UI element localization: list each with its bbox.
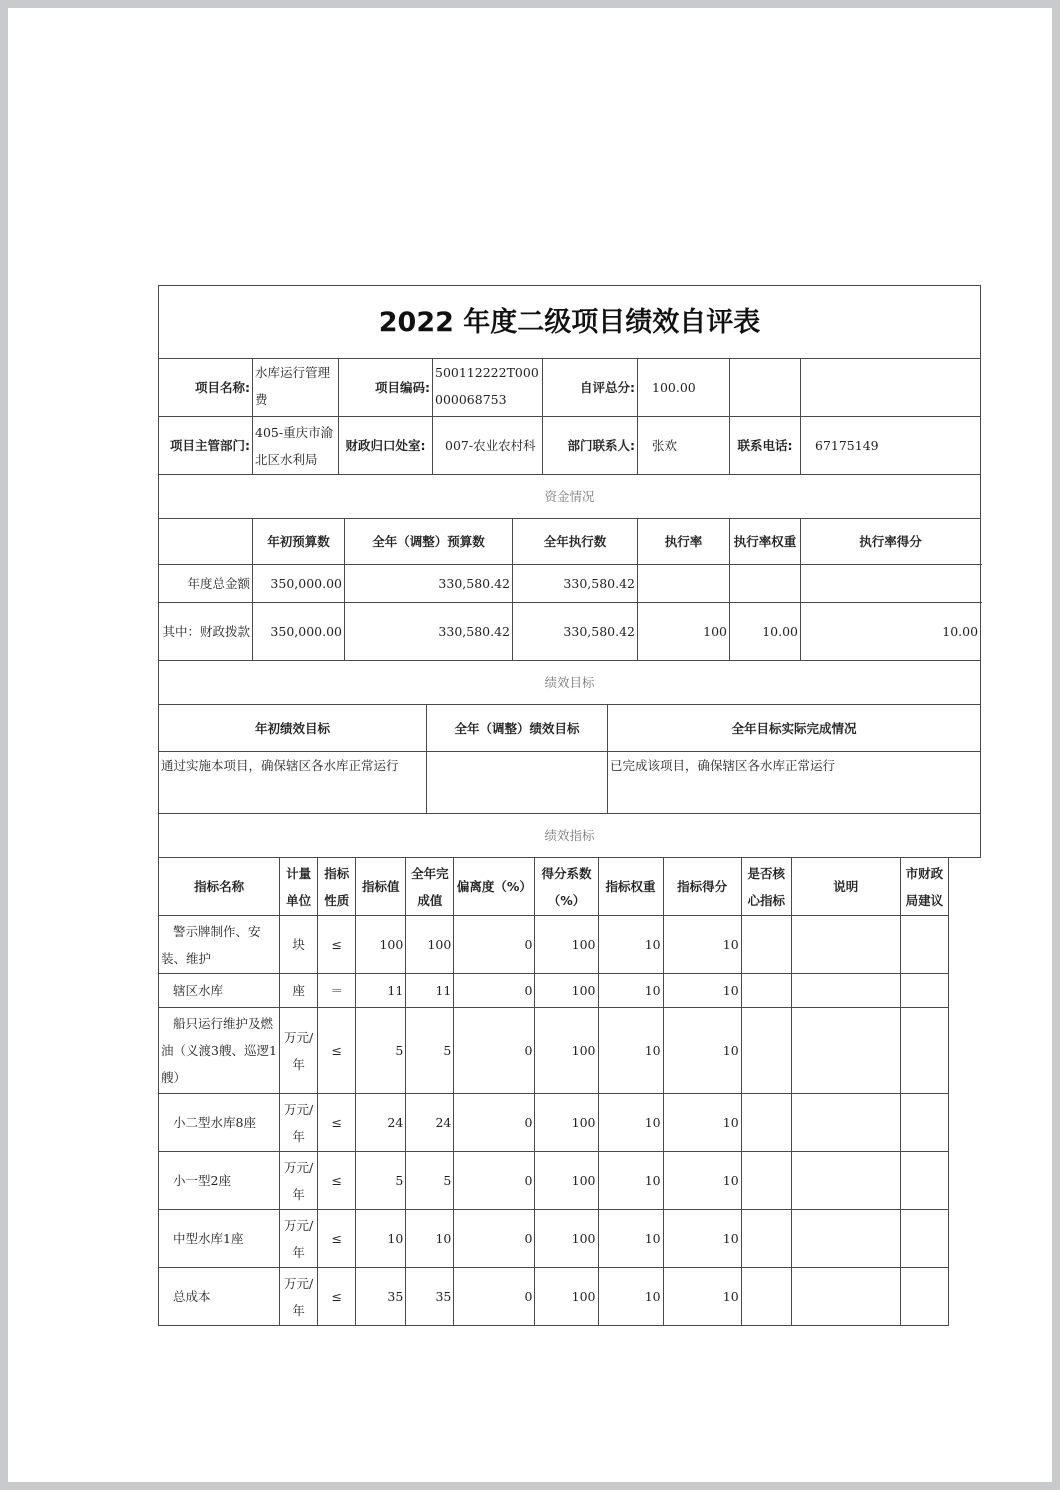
ind-note <box>791 1210 900 1268</box>
ind-header-done: 全年完成值 <box>406 858 454 916</box>
ind-value: 100 <box>356 916 406 974</box>
ind-weight: 10 <box>598 916 663 974</box>
performance-evaluation-form <box>158 285 979 1326</box>
ind-score: 10 <box>663 974 741 1008</box>
ind-advice <box>900 1094 948 1152</box>
ind-score: 10 <box>663 916 741 974</box>
ind-core <box>741 974 791 1008</box>
indicators-table <box>158 857 949 1326</box>
ind-value: 35 <box>356 1268 406 1326</box>
funds-header-adjusted: 全年（调整）预算数 <box>345 519 513 565</box>
ind-advice <box>900 1268 948 1326</box>
ind-name: 小二型水库8座 <box>159 1094 280 1152</box>
ind-dev: 0 <box>454 1008 535 1094</box>
ind-nature: ≤ <box>318 1210 356 1268</box>
ind-score: 10 <box>663 1268 741 1326</box>
ind-nature: ≤ <box>318 1008 356 1094</box>
ind-note <box>791 1152 900 1210</box>
goals-header-initial: 年初绩效目标 <box>159 705 427 752</box>
ind-score: 10 <box>663 1152 741 1210</box>
goals-initial-text: 通过实施本项目，确保辖区各水库正常运行 <box>159 752 427 814</box>
funds-score: 10.00 <box>801 603 981 661</box>
project-code-value: 500112222T000000068753 <box>433 359 543 417</box>
ind-weight: 10 <box>598 1008 663 1094</box>
ind-core <box>741 916 791 974</box>
ind-name: 辖区水库 <box>159 974 280 1008</box>
ind-header-unit: 计量单位 <box>280 858 318 916</box>
ind-done: 100 <box>406 916 454 974</box>
ind-dev: 0 <box>454 974 535 1008</box>
funds-header-rate: 执行率 <box>638 519 730 565</box>
ind-unit: 座 <box>280 974 318 1008</box>
ind-advice <box>900 916 948 974</box>
funds-section-title: 资金情况 <box>159 475 981 519</box>
ind-coef: 100 <box>535 1152 598 1210</box>
ind-advice <box>900 1008 948 1094</box>
funds-header-initial: 年初预算数 <box>253 519 345 565</box>
phone-value: 67175149 <box>801 417 981 475</box>
funds-header-blank <box>159 519 253 565</box>
funds-header-weight: 执行率权重 <box>730 519 801 565</box>
table-row <box>159 1268 949 1326</box>
ind-name: 船只运行维护及燃油（义渡3艘、巡逻1艘） <box>159 1008 280 1094</box>
ind-header-name: 指标名称 <box>159 858 280 916</box>
ind-header-weight: 指标权重 <box>598 858 663 916</box>
ind-header-coef: 得分系数（%） <box>535 858 598 916</box>
ind-advice <box>900 1152 948 1210</box>
empty-cell <box>730 359 801 417</box>
ind-score: 10 <box>663 1210 741 1268</box>
ind-dev: 0 <box>454 1268 535 1326</box>
funds-initial: 350,000.00 <box>253 603 345 661</box>
ind-coef: 100 <box>535 1268 598 1326</box>
empty-cell <box>801 359 981 417</box>
ind-weight: 10 <box>598 974 663 1008</box>
ind-name: 中型水库1座 <box>159 1210 280 1268</box>
ind-coef: 100 <box>535 1094 598 1152</box>
ind-weight: 10 <box>598 1268 663 1326</box>
funds-rate: 100 <box>638 603 730 661</box>
funds-row-label: 年度总金额 <box>159 565 253 603</box>
funds-row-label: 其中：财政拨款 <box>159 603 253 661</box>
funds-header-score: 执行率得分 <box>801 519 981 565</box>
table-row <box>159 974 949 1008</box>
ind-core <box>741 1210 791 1268</box>
dept-value: 405-重庆市渝北区水利局 <box>253 417 339 475</box>
ind-header-dev: 偏离度（%） <box>454 858 535 916</box>
funds-row <box>159 565 981 603</box>
ind-unit: 万元/年 <box>280 1008 318 1094</box>
project-code-label: 项目编码: <box>339 359 433 417</box>
ind-core <box>741 1094 791 1152</box>
score-value: 100.00 <box>638 359 730 417</box>
ind-note <box>791 1094 900 1152</box>
ind-done: 11 <box>406 974 454 1008</box>
ind-coef: 100 <box>535 1008 598 1094</box>
ind-core <box>741 1008 791 1094</box>
form-title: 2022 年度二级项目绩效自评表 <box>159 286 981 359</box>
ind-value: 11 <box>356 974 406 1008</box>
funds-adjusted: 330,580.42 <box>345 565 513 603</box>
project-name-label: 项目名称: <box>159 359 253 417</box>
ind-name: 警示牌制作、安装、维护 <box>159 916 280 974</box>
ind-header-core: 是否核心指标 <box>741 858 791 916</box>
ind-nature: ＝ <box>318 974 356 1008</box>
ind-advice <box>900 1210 948 1268</box>
ind-note <box>791 974 900 1008</box>
ind-score: 10 <box>663 1008 741 1094</box>
contact-label: 部门联系人: <box>543 417 638 475</box>
funds-executed: 330,580.42 <box>513 565 638 603</box>
finance-office-value: 007-农业农村科 <box>433 417 543 475</box>
ind-note <box>791 1008 900 1094</box>
table-row <box>159 1210 949 1268</box>
ind-nature: ≤ <box>318 1152 356 1210</box>
indicators-section-title: 绩效指标 <box>159 814 981 858</box>
contact-value: 张欢 <box>638 417 730 475</box>
ind-coef: 100 <box>535 1210 598 1268</box>
table-row <box>159 916 949 974</box>
ind-note <box>791 916 900 974</box>
funds-adjusted: 330,580.42 <box>345 603 513 661</box>
funds-weight: 10.00 <box>730 603 801 661</box>
ind-unit: 万元/年 <box>280 1152 318 1210</box>
dept-label: 项目主管部门: <box>159 417 253 475</box>
ind-note <box>791 1268 900 1326</box>
goals-adjusted-text <box>427 752 608 814</box>
ind-done: 24 <box>406 1094 454 1152</box>
project-name-value: 水库运行管理费 <box>253 359 339 417</box>
funds-executed: 330,580.42 <box>513 603 638 661</box>
ind-unit: 块 <box>280 916 318 974</box>
table-row <box>159 1152 949 1210</box>
ind-dev: 0 <box>454 1152 535 1210</box>
ind-core <box>741 1268 791 1326</box>
goals-header-actual: 全年目标实际完成情况 <box>608 705 981 752</box>
ind-header-note: 说明 <box>791 858 900 916</box>
ind-header-nature: 指标性质 <box>318 858 356 916</box>
phone-label: 联系电话: <box>730 417 801 475</box>
ind-done: 5 <box>406 1152 454 1210</box>
ind-core <box>741 1152 791 1210</box>
ind-header-value: 指标值 <box>356 858 406 916</box>
ind-nature: ≤ <box>318 916 356 974</box>
funds-row <box>159 603 981 661</box>
ind-done: 10 <box>406 1210 454 1268</box>
finance-office-label: 财政归口处室: <box>339 417 433 475</box>
table-row <box>159 1094 949 1152</box>
ind-weight: 10 <box>598 1152 663 1210</box>
goals-section-title: 绩效目标 <box>159 661 981 705</box>
header-table <box>158 285 981 858</box>
ind-weight: 10 <box>598 1094 663 1152</box>
ind-unit: 万元/年 <box>280 1268 318 1326</box>
ind-value: 10 <box>356 1210 406 1268</box>
ind-nature: ≤ <box>318 1094 356 1152</box>
ind-header-advice: 市财政局建议 <box>900 858 948 916</box>
ind-value: 5 <box>356 1008 406 1094</box>
ind-nature: ≤ <box>318 1268 356 1326</box>
ind-dev: 0 <box>454 1210 535 1268</box>
ind-unit: 万元/年 <box>280 1210 318 1268</box>
funds-initial: 350,000.00 <box>253 565 345 603</box>
ind-weight: 10 <box>598 1210 663 1268</box>
ind-dev: 0 <box>454 1094 535 1152</box>
ind-name: 小一型2座 <box>159 1152 280 1210</box>
goals-actual-text: 已完成该项目，确保辖区各水库正常运行 <box>608 752 981 814</box>
ind-coef: 100 <box>535 974 598 1008</box>
ind-header-score: 指标得分 <box>663 858 741 916</box>
ind-done: 35 <box>406 1268 454 1326</box>
ind-unit: 万元/年 <box>280 1094 318 1152</box>
ind-score: 10 <box>663 1094 741 1152</box>
funds-header-executed: 全年执行数 <box>513 519 638 565</box>
ind-done: 5 <box>406 1008 454 1094</box>
ind-name: 总成本 <box>159 1268 280 1326</box>
ind-value: 5 <box>356 1152 406 1210</box>
funds-score <box>801 565 981 603</box>
ind-coef: 100 <box>535 916 598 974</box>
goals-header-adjusted: 全年（调整）绩效目标 <box>427 705 608 752</box>
score-label: 自评总分: <box>543 359 638 417</box>
table-row <box>159 1008 949 1094</box>
ind-advice <box>900 974 948 1008</box>
funds-weight <box>730 565 801 603</box>
funds-rate <box>638 565 730 603</box>
ind-dev: 0 <box>454 916 535 974</box>
ind-value: 24 <box>356 1094 406 1152</box>
